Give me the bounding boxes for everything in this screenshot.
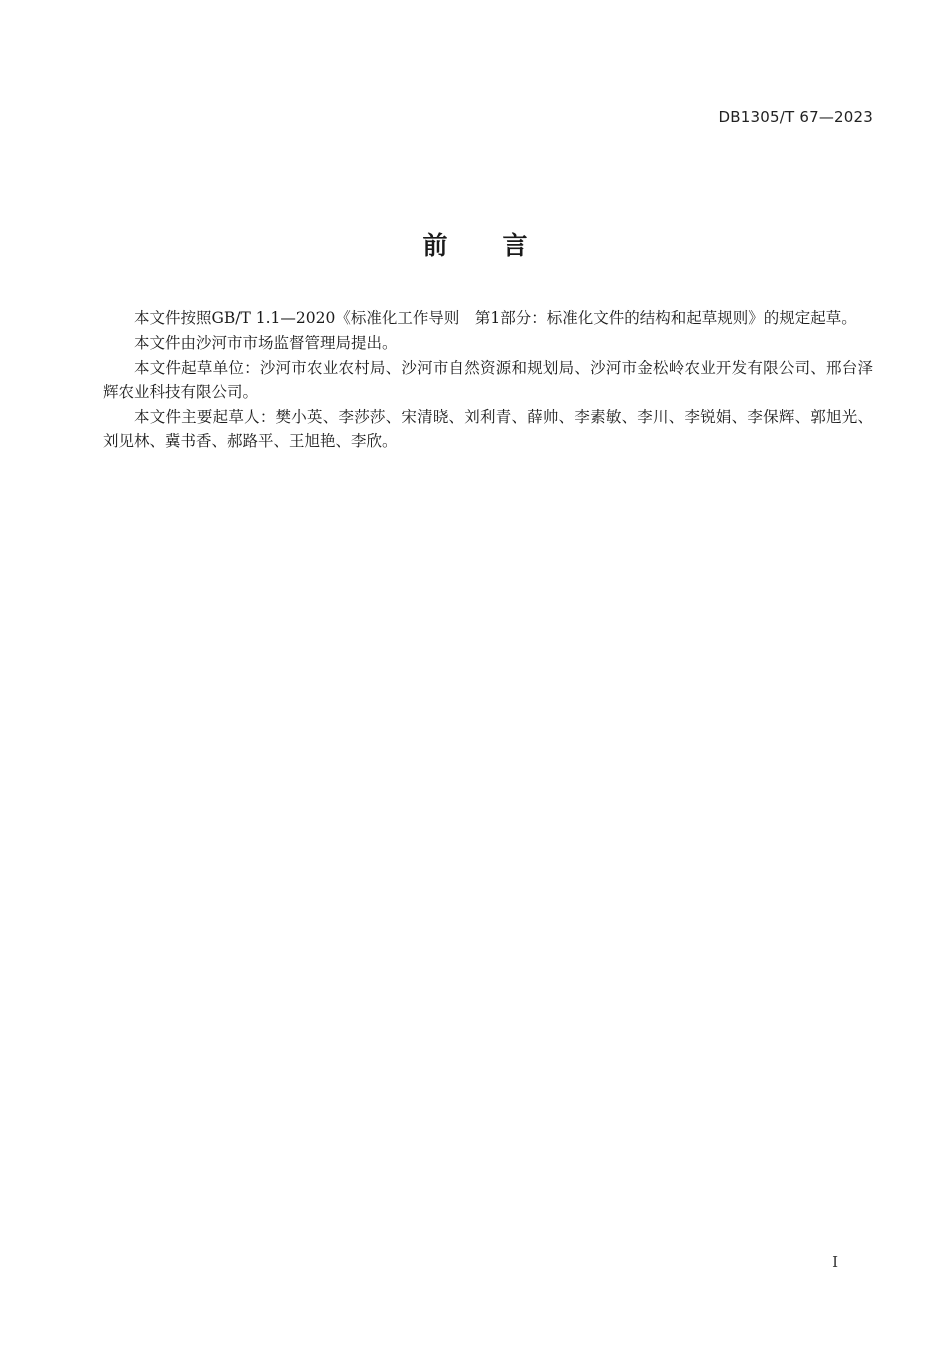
document-code: DB1305/T 67—2023 [718, 108, 873, 126]
foreword-body [103, 306, 873, 454]
paragraph-proposer: 本文件由沙河市市场监督管理局提出。 [134, 334, 398, 352]
paragraph-drafting-basis: 本文件按照GB/T 1.1—2020《标准化工作导则 第1部分：标准化文件的结构和起草规则》的规定起草。 [134, 309, 857, 327]
page-title-char-1: 前 [422, 231, 448, 260]
page-title-char-2: 言 [502, 231, 528, 260]
paragraph-drafters: 本文件主要起草人：樊小英、李莎莎、宋清晓、刘利青、薛帅、李素敏、李川、李锐娟、李保辉、郭旭光、刘见林、冀书香、郝路平、王旭艳、李欣。 [103, 408, 873, 450]
page-number: I [832, 1253, 838, 1271]
page-title [0, 226, 950, 262]
paragraph-drafting-units: 本文件起草单位：沙河市农业农村局、沙河市自然资源和规划局、沙河市金松岭农业开发有限公司、邢台泽辉农业科技有限公司。 [103, 359, 873, 401]
